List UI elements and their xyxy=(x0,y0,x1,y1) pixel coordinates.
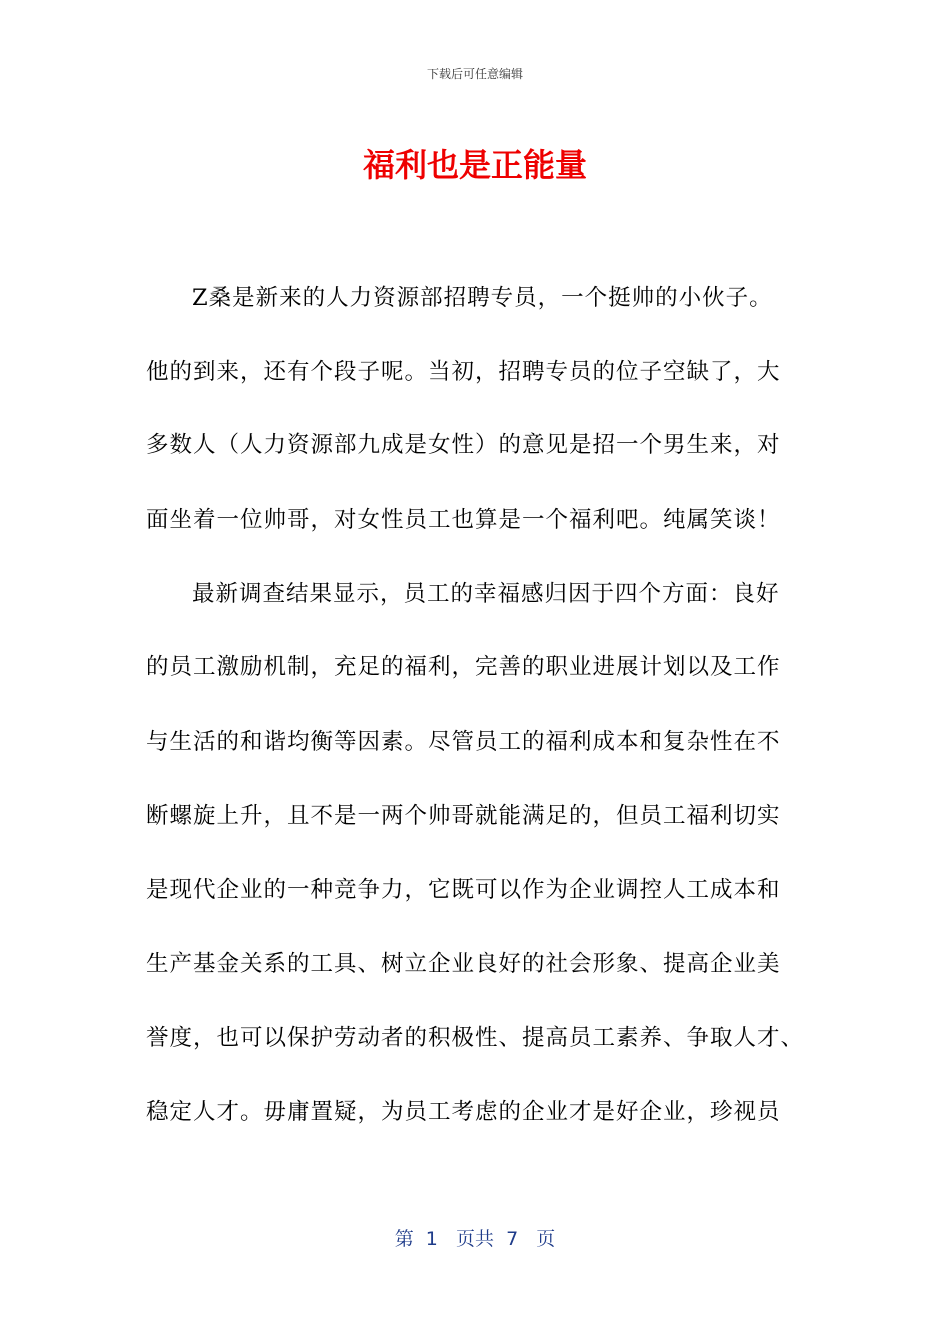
document-title: 福利也是正能量 xyxy=(362,146,587,184)
paragraph-line: 生产基金关系的工具、树立企业良好的社会形象、提高企业美 xyxy=(146,951,781,977)
paragraph-line: Z桑是新来的人力资源部招聘专员，一个挺帅的小伙子。 xyxy=(192,285,773,311)
page-number-footer: 第 1 页共 7 页 xyxy=(394,1228,556,1250)
paragraph-line: 与生活的和谐均衡等因素。尽管员工的福利成本和复杂性在不 xyxy=(146,729,781,755)
paragraph-line: 最新调查结果显示，员工的幸福感归因于四个方面：良好 xyxy=(192,581,780,607)
paragraph-line: 面坐着一位帅哥，对女性员工也算是一个福利吧。纯属笑谈！ xyxy=(146,507,781,533)
paragraph-line: 多数人（人力资源部九成是女性）的意见是招一个男生来，对 xyxy=(146,432,781,458)
header-note: 下载后可任意编辑 xyxy=(426,67,523,81)
paragraph-line: 他的到来，还有个段子呢。当初，招聘专员的位子空缺了，大 xyxy=(146,359,781,385)
paragraph-line: 断螺旋上升，且不是一两个帅哥就能满足的，但员工福利切实 xyxy=(146,803,781,829)
paragraph-line: 稳定人才。毋庸置疑，为员工考虑的企业才是好企业，珍视员 xyxy=(146,1099,781,1125)
paragraph-line: 誉度，也可以保护劳动者的积极性、提高员工素养、争取人才、 xyxy=(146,1025,805,1051)
paragraph-line: 是现代企业的一种竞争力，它既可以作为企业调控人工成本和 xyxy=(146,877,781,903)
paragraph-line: 的员工激励机制，充足的福利，完善的职业进展计划以及工作 xyxy=(146,654,781,680)
